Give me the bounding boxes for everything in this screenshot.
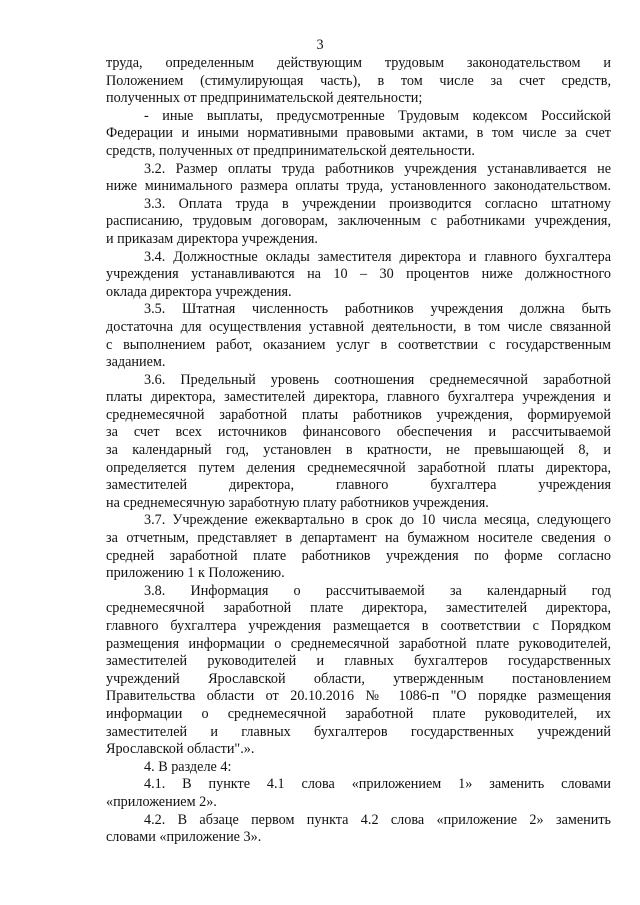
text-line: информации о среднемесячной заработной плате руководителей, их: [106, 705, 611, 722]
para-continuation: [106, 55, 611, 108]
para-4-2: [106, 812, 611, 847]
text-line: 4.2. В абзаце первом пункта 4.2 слова «приложение 2» заменить: [144, 811, 611, 828]
para-3-4: [106, 249, 611, 302]
text-line: и приказам директора учреждения.: [106, 230, 318, 247]
text-line: главного бухгалтера учреждения размещается в соответствии с Порядком: [106, 618, 611, 634]
text-line: с выполнением работ, оказанием услуг в соответствии с государственным: [106, 336, 611, 353]
text-line: определяется путем деления среднемесячной заработной платы директора,: [106, 459, 611, 476]
text-line: за счет всех источников финансового обеспечения и рассчитываемой: [106, 424, 611, 441]
text-line: заданием.: [106, 354, 166, 371]
text-line: Ярославской области".».: [106, 741, 255, 758]
text-line: среднемесячной заработной плате директора, заместителей директора,: [106, 600, 611, 617]
text-line: Федерации и иными нормативными правовыми актами, в том числе за счет: [106, 125, 611, 142]
para-4-1: [106, 776, 611, 811]
text-line: 3.7. Учреждение ежеквартально в срок до 10 числа месяца, следующего: [144, 512, 611, 529]
para-3-8: [106, 583, 611, 759]
para-4: [106, 759, 611, 777]
text-line: - иные выплаты, предусмотренные Трудовым кодексом Российской: [144, 107, 611, 124]
text-line: «приложением 2».: [106, 793, 217, 810]
page-number: 3: [316, 37, 324, 53]
para-3-7: [106, 512, 611, 582]
text-line: Правительства области от 20.10.2016 № 1086-п "О порядке размещения: [106, 688, 611, 705]
text-line: среднемесячной заработной платы работников учреждения, формируемой: [106, 406, 611, 423]
text-line: 3.8. Информация о рассчитываемой за календарный год: [144, 582, 611, 599]
text-line: 4. В разделе 4:: [144, 758, 232, 775]
para-3-5: [106, 301, 611, 371]
text-line: средств, полученных от предпринимательской деятельности.: [106, 142, 475, 159]
document-body: [106, 55, 611, 847]
text-line: достаточна для осуществления уставной деятельности, в том числе связанной: [106, 318, 611, 335]
text-line: платы директора, заместителей директора, главного бухгалтера учреждения и: [106, 389, 611, 406]
para-3-6: [106, 372, 611, 513]
text-line: приложению 1 к Положению.: [106, 565, 285, 582]
text-line: расписанию, трудовым договорам, заключенным с работниками учреждения,: [106, 213, 611, 230]
text-line: 3.6. Предельный уровень соотношения среднемесячной заработной: [144, 371, 611, 388]
text-line: словами «приложение 3».: [106, 829, 262, 846]
text-line: заместителей руководителей и главных бухгалтеров государственных: [106, 653, 611, 670]
text-line: средней заработной плате работников учреждения по форме согласно: [106, 547, 611, 564]
para-other-payments: [106, 108, 611, 161]
text-line: труда, определенным действующим трудовым законодательством и: [106, 55, 611, 71]
text-line: полученных от предпринимательской деятельности;: [106, 90, 423, 107]
text-line: ниже минимального размера оплаты труда, установленного законодательством.: [106, 178, 611, 195]
text-line: заместителей директора, главного бухгалтера учреждения: [106, 477, 611, 494]
text-line: за отчетным, представляет в департамент на бумажном носителе сведения о: [106, 530, 611, 547]
text-line: учреждения устанавливаются на 10 – 30 процентов ниже должностного: [106, 266, 611, 283]
text-line: 3.5. Штатная численность работников учреждения должна быть: [144, 301, 611, 318]
text-line: за календарный год, установлен в кратности, не превышающей 8, и: [106, 442, 611, 459]
text-line: на среднемесячную заработную плату работников учреждения.: [106, 494, 489, 511]
text-line: Положением (стимулирующая часть), в том числе за счет средств,: [106, 72, 611, 89]
text-line: оклада директора учреждения.: [106, 283, 292, 300]
text-line: 3.2. Размер оплаты труда работников учреждения устанавливается не: [144, 160, 611, 177]
para-3-3: [106, 196, 611, 249]
text-line: 3.3. Оплата труда в учреждении производится согласно штатному: [144, 195, 611, 212]
text-line: заместителей и главных бухгалтеров государственных учреждений: [106, 723, 611, 740]
para-3-2: [106, 161, 611, 196]
text-line: размещения информации о среднемесячной заработной плате руководителей,: [106, 635, 611, 652]
text-line: 3.4. Должностные оклады заместителя директора и главного бухгалтера: [144, 248, 611, 265]
text-line: 4.1. В пункте 4.1 слова «приложением 1» заменить словами: [144, 776, 611, 793]
text-line: учреждений Ярославской области, утвержденным постановлением: [106, 670, 611, 687]
